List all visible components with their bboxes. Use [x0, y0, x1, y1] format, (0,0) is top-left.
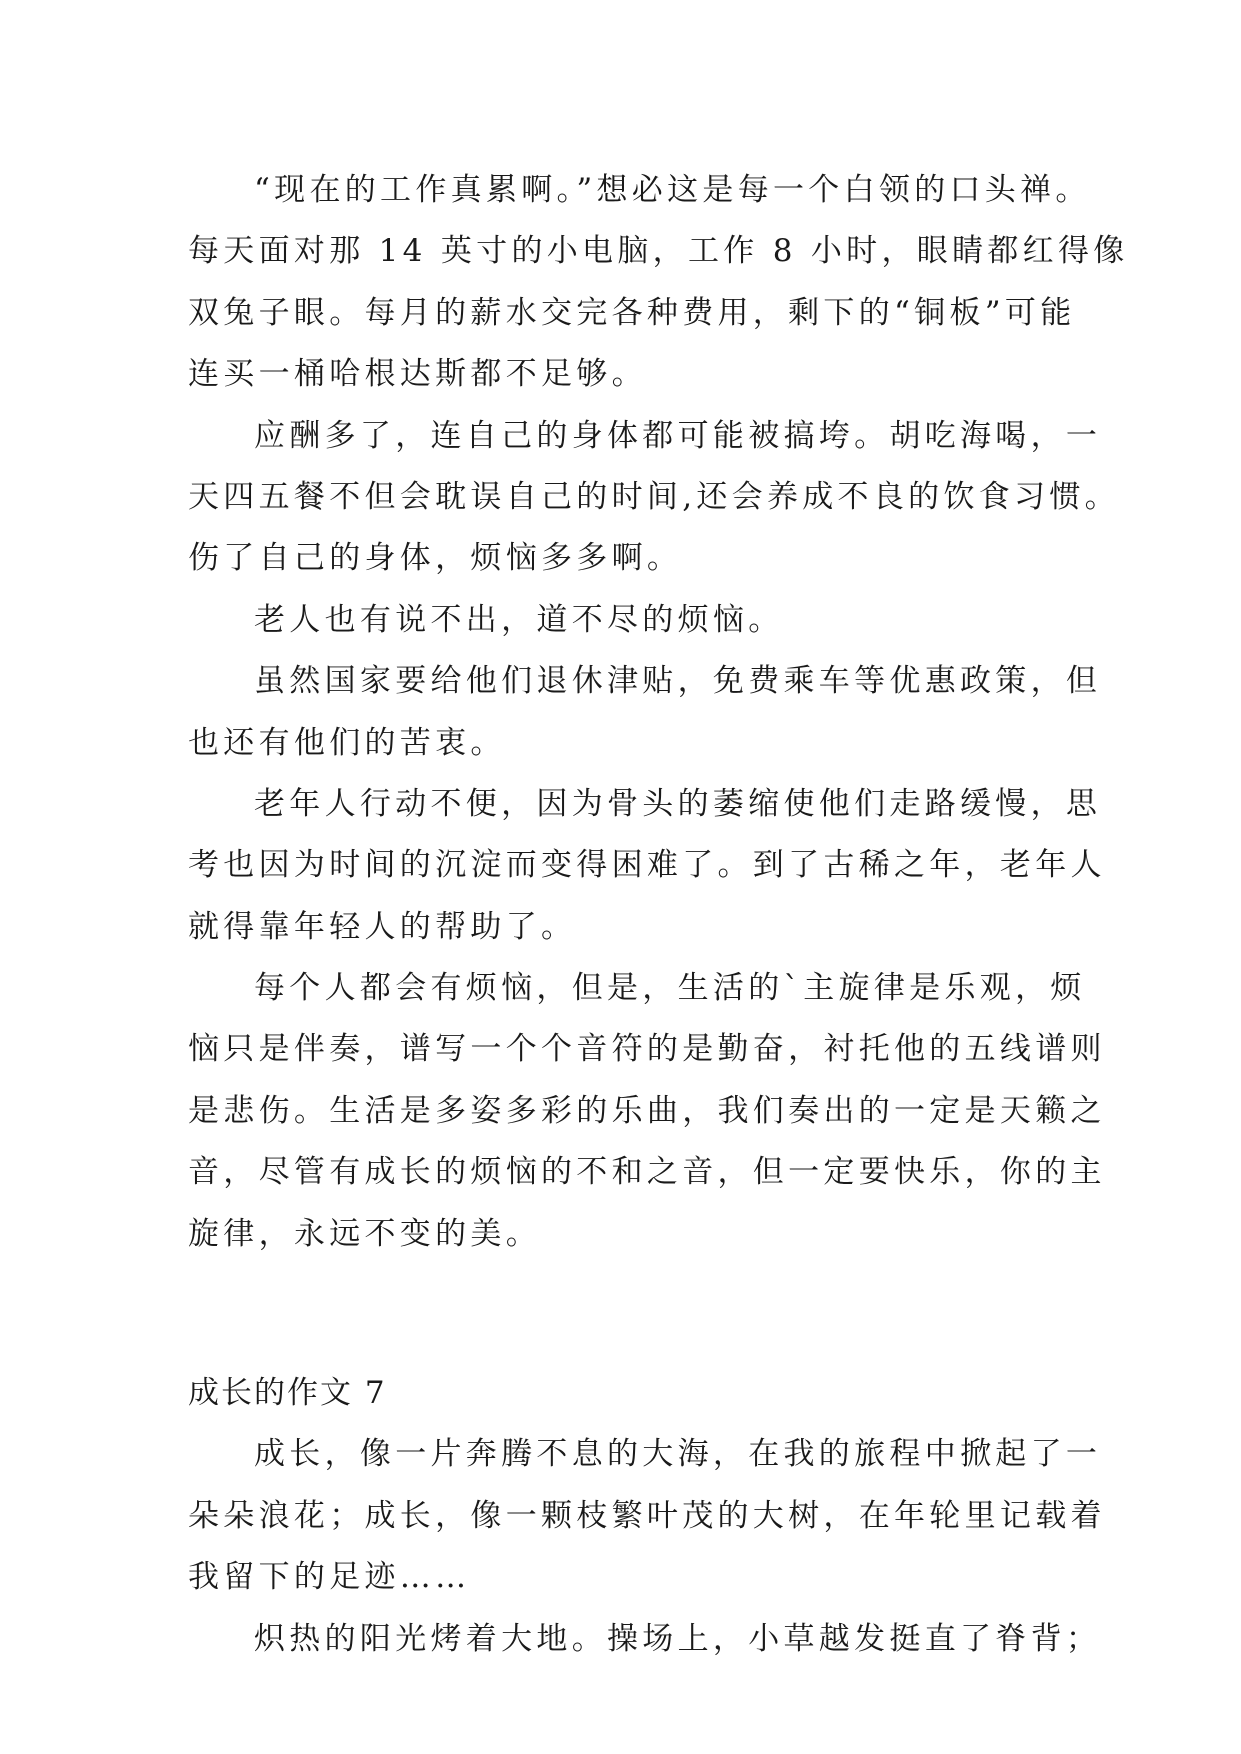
- text-line: 考也因为时间的沉淀而变得困难了。到了古稀之年，老年人: [188, 847, 1106, 884]
- paragraph: [188, 651, 1102, 774]
- text-line: 也还有他们的苦衷。: [188, 724, 506, 761]
- text-line: 每个人都会有烦恼，但是，生活的`主旋律是乐观，烦: [254, 970, 1086, 1007]
- paragraph: [188, 590, 1064, 651]
- paragraph: [188, 406, 1120, 590]
- text-line: 是悲伤。生活是多姿多彩的乐曲，我们奏出的一定是天籁之: [188, 1092, 1106, 1129]
- section-title: 成长的作文 7: [188, 1375, 387, 1412]
- text-line: 恼只是伴奏，谱写一个个音符的是勤奋，衬托他的五线谱则: [188, 1031, 1106, 1068]
- text-line: 就得靠年轻人的帮助了。: [188, 908, 577, 945]
- text-line: 音，尽管有成长的烦恼的不和之音，但一定要快乐，你的主: [188, 1154, 1106, 1191]
- text-line: 炽热的阳光烤着大地。操场上，小草越发挺直了脊背；: [254, 1620, 1102, 1657]
- paragraph: [188, 958, 1106, 1265]
- text-line: “现在的工作真累啊。”想必这是每一个白领的口头禅。: [254, 172, 1091, 208]
- text-line: 双兔子眼。每月的薪水交完各种费用，剩下的“铜板”可能: [188, 294, 1076, 331]
- text-line: 旋律，永远不变的美。: [188, 1215, 541, 1252]
- text-line: 伤了自己的身体，烦恼多多啊。: [188, 540, 683, 577]
- paragraph: [188, 1609, 1102, 1670]
- paragraph: [188, 1424, 1106, 1608]
- text-line: 老年人行动不便，因为骨头的萎缩使他们走路缓慢，思: [254, 785, 1102, 822]
- paragraph: [188, 774, 1106, 958]
- text-line: 成长，像一片奔腾不息的大海，在我的旅程中掀起了一: [254, 1436, 1102, 1473]
- text-line: 天四五餐不但会耽误自己的时间,还会养成不良的饮食习惯。: [188, 478, 1120, 515]
- text-line: 连买一桶哈根达斯都不足够。: [188, 356, 647, 393]
- text-line: 朵朵浪花；成长，像一颗枝繁叶茂的大树，在年轮里记载着: [188, 1497, 1106, 1534]
- paragraph: [188, 160, 1129, 406]
- text-line: 每天面对那 14 英寸的小电脑，工作 8 小时，眼睛都红得像: [188, 233, 1129, 270]
- text-line: 我留下的足迹……: [188, 1559, 471, 1596]
- document-page: [188, 160, 1129, 1670]
- text-line: 应酬多了，连自己的身体都可能被搞垮。胡吃海喝，一: [254, 417, 1102, 454]
- spacer: [188, 1265, 1064, 1363]
- text-line: 老人也有说不出，道不尽的烦恼。: [254, 601, 784, 638]
- text-line: 虽然国家要给他们退休津贴，免费乘车等优惠政策，但: [254, 663, 1102, 700]
